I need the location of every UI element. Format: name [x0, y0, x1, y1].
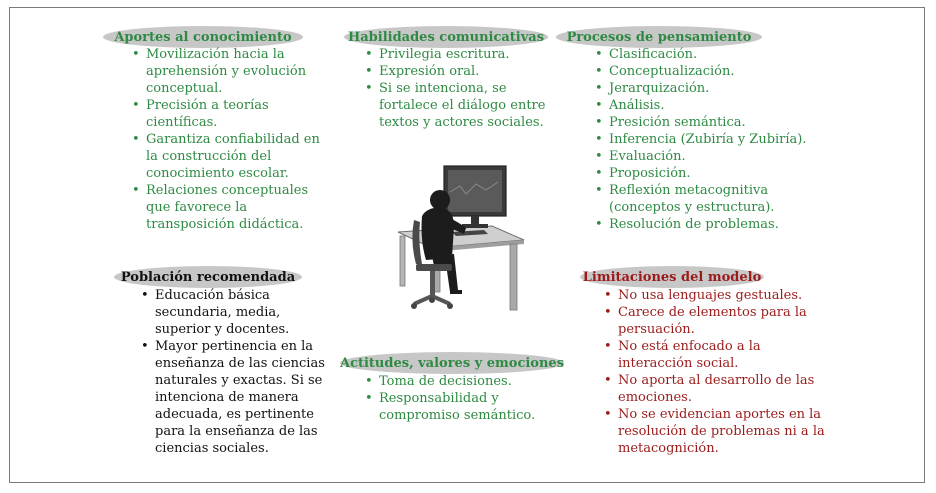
list-item: • Privilegia escritura.: [361, 46, 561, 63]
list-item: • Expresión oral.: [361, 63, 561, 80]
list-item: • Inferencia (Zubiría y Zubiría).: [591, 131, 821, 148]
aportes-list: [128, 46, 328, 233]
list-item: • Clasificación.: [591, 46, 821, 63]
list-item: • Evaluación.: [591, 148, 821, 165]
list-item: • Si se intenciona, se fortalece el diálogo entre textos y actores sociales.: [361, 80, 561, 131]
list-item: • Garantiza confiabilidad en la construcción del conocimiento escolar.: [128, 131, 328, 182]
list-item: • Movilización hacia la aprehensión y evolución conceptual.: [128, 46, 328, 97]
actitudes-title: Actitudes, valores y emociones: [340, 352, 564, 374]
list-item: • Presición semántica.: [591, 114, 821, 131]
list-item: • No usa lenguajes gestuales.: [600, 287, 828, 304]
list-item: • Responsabilidad y compromiso semántico.: [361, 390, 561, 424]
procesos-title: Procesos de pensamiento: [556, 26, 762, 48]
list-item: • Carece de elementos para la persuación.: [600, 304, 828, 338]
list-item: • Análisis.: [591, 97, 821, 114]
list-item: • Mayor pertinencia en la enseñanza de las ciencias naturales y exactas. Si se intenciona de manera adecuada, es pertinente para la enseñanza de las ciencias sociales.: [137, 338, 327, 457]
poblacion-list: [137, 287, 327, 457]
list-item: • Educación básica secundaria, media, superior y docentes.: [137, 287, 327, 338]
person-at-computer-icon: [392, 160, 528, 320]
habilidades-list: [361, 46, 561, 131]
actitudes-list: [361, 373, 561, 424]
limitaciones-list: [600, 287, 828, 457]
list-item: • Reflexión metacognitiva (conceptos y estructura).: [591, 182, 821, 216]
list-item: • Conceptualización.: [591, 63, 821, 80]
list-item: • Relaciones conceptuales que favorece la transposición didáctica.: [128, 182, 328, 233]
procesos-list: [591, 46, 821, 233]
limitaciones-title: Limitaciones del modelo: [580, 266, 764, 288]
poblacion-title: Población recomendada: [114, 266, 302, 288]
list-item: • Resolución de problemas.: [591, 216, 821, 233]
aportes-title: Aportes al conocimiento: [103, 26, 303, 48]
list-item: • Proposición.: [591, 165, 821, 182]
list-item: • Jerarquización.: [591, 80, 821, 97]
habilidades-title: Habilidades comunicativas: [344, 26, 548, 48]
list-item: • Toma de decisiones.: [361, 373, 561, 390]
list-item: • Precisión a teorías científicas.: [128, 97, 328, 131]
list-item: • No está enfocado a la interacción social.: [600, 338, 828, 372]
list-item: • No se evidencian aportes en la resolución de problemas ni a la metacognición.: [600, 406, 828, 457]
list-item: • No aporta al desarrollo de las emociones.: [600, 372, 828, 406]
